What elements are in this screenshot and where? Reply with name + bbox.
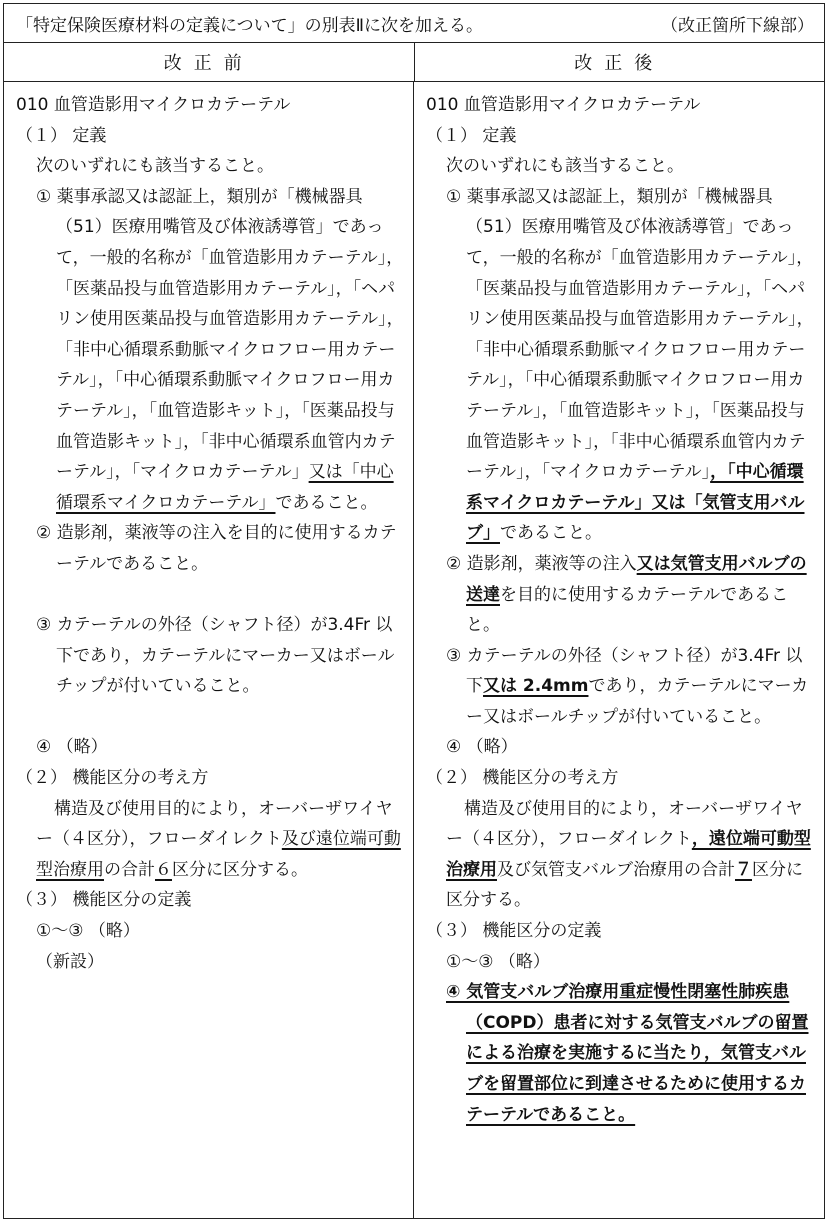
definition-item-1: ① 薬事承認又は認証上，類別が「機械器具（51）医療用嘴管及び体液誘導管」であって，一般的名称が「血管造影用カテーテル」，「医薬品投与血管造影用カテーテル」，「ヘパリン使用医薬品投与血管造影用カテーテル」，「非中心循環系動脈マイクロフロー用カテーテル」，「中心循環系動脈マイクロフロー用カテーテル」，「血管造影キット」，「医薬品投与血管造影キット」，「非中心循環系血管内カテーテル」，「マイクロカテーテル」又は「中心循環系マイクロカテーテル」であること。 [36, 186, 404, 513]
section-2-text: 構造及び使用目的により，オーバーザワイヤー（４区分），フローダイレクト，遠位端可動型治療用及び気管支バルブ治療用の合計７区分に区分する。 [446, 798, 811, 911]
changed-text: ，「中心循環系マイクロカテーテル」又は「気管支用バルブ」 [466, 462, 805, 544]
section-1-intro: 次のいずれにも該当すること。 [36, 156, 274, 177]
section-2-text: 構造及び使用目的により，オーバーザワイヤー（４区分），フローダイレクト及び遠位端可動型治療用の合計６区分に区分する。 [36, 798, 401, 880]
section-1-intro: 次のいずれにも該当すること。 [446, 156, 684, 177]
definition-item-3: ③ カテーテルの外径（シャフト径）が3.4Fr 以下であり，カテーテルにマーカー又はボールチップが付いていること。 [36, 615, 395, 697]
changed-text: ６ [155, 859, 172, 880]
changed-text: ７ [735, 859, 752, 880]
definition-item-4: ④ （略） [446, 737, 518, 758]
changed-text: 又は「中心循環系マイクロカテーテル」 [56, 462, 394, 513]
section-3-new-item-4: ④ 気管支バルブ治療用重症慢性閉塞性肺疾患（COPD）患者に対する気管支バルブの留置による治療を実施するに当たり，気管支バルブを留置部位に到達させるために使用するカテーテルであること。 [446, 982, 809, 1125]
section-1-heading: （１） 定義 [16, 125, 107, 146]
table-header [4, 4, 824, 43]
header-title: 「特定保険医療材料の定義について」の別表Ⅱに次を加える。 [16, 15, 484, 36]
spacer [16, 702, 407, 733]
before-column [4, 82, 414, 1218]
item-title: 010 血管造影用マイクロカテーテル [426, 95, 701, 115]
definition-item-1: ① 薬事承認又は認証上，類別が「機械器具（51）医療用嘴管及び体液誘導管」であって，一般的名称が「血管造影用カテーテル」，「医薬品投与血管造影用カテーテル」，「ヘパリン使用医薬品投与血管造影用カテーテル」，「非中心循環系動脈マイクロフロー用カテーテル」，「中心循環系動脈マイクロフロー用カテーテル」，「血管造影キット」，「医薬品投与血管造影キット」，「非中心循環系血管内カテーテル」，「マイクロカテーテル」，「中心循環系マイクロカテーテル」又は「気管支用バルブ」であること。 [446, 186, 814, 544]
amendment-table [3, 3, 825, 1219]
item-title: 010 血管造影用マイクロカテーテル [16, 95, 291, 115]
section-3-items: ①～③ （略） [36, 921, 140, 942]
section-1-heading: （１） 定義 [426, 125, 517, 146]
after-column [414, 82, 824, 1218]
section-2-heading: （２） 機能区分の考え方 [16, 768, 209, 789]
spacer [16, 580, 407, 611]
column-headers [4, 43, 824, 82]
section-3-items: ①～③ （略） [446, 951, 550, 972]
definition-item-4: ④ （略） [36, 737, 108, 758]
section-3-heading: （３） 機能区分の定義 [426, 921, 602, 942]
header-note: （改正箇所下線部） [661, 15, 814, 36]
section-3-heading: （３） 機能区分の定義 [16, 890, 192, 911]
section-2-heading: （２） 機能区分の考え方 [426, 768, 619, 789]
table-body [4, 82, 824, 1218]
definition-item-2: ② 造影剤，薬液等の注入を目的に使用するカテーテルであること。 [36, 523, 397, 574]
changed-text: 又は気管支用バルブの送達 [466, 553, 807, 605]
section-3-new: （新設） [36, 951, 104, 972]
definition-item-2: ② 造影剤，薬液等の注入又は気管支用バルブの送達を目的に使用するカテーテルであること。 [446, 553, 807, 636]
changed-text: 又は 2.4mm [483, 676, 589, 697]
changed-text: ，遠位端可動型治療用 [446, 829, 811, 880]
changed-text: 及び遠位端可動型治療用 [36, 829, 401, 880]
definition-item-3: ③ カテーテルの外径（シャフト径）が3.4Fr 以下又は 2.4mmであり，カテーテルにマーカー又はボールチップが付いていること。 [446, 645, 809, 727]
column-header-before: 改正前 [4, 43, 415, 81]
column-header-after: 改正後 [574, 53, 665, 74]
